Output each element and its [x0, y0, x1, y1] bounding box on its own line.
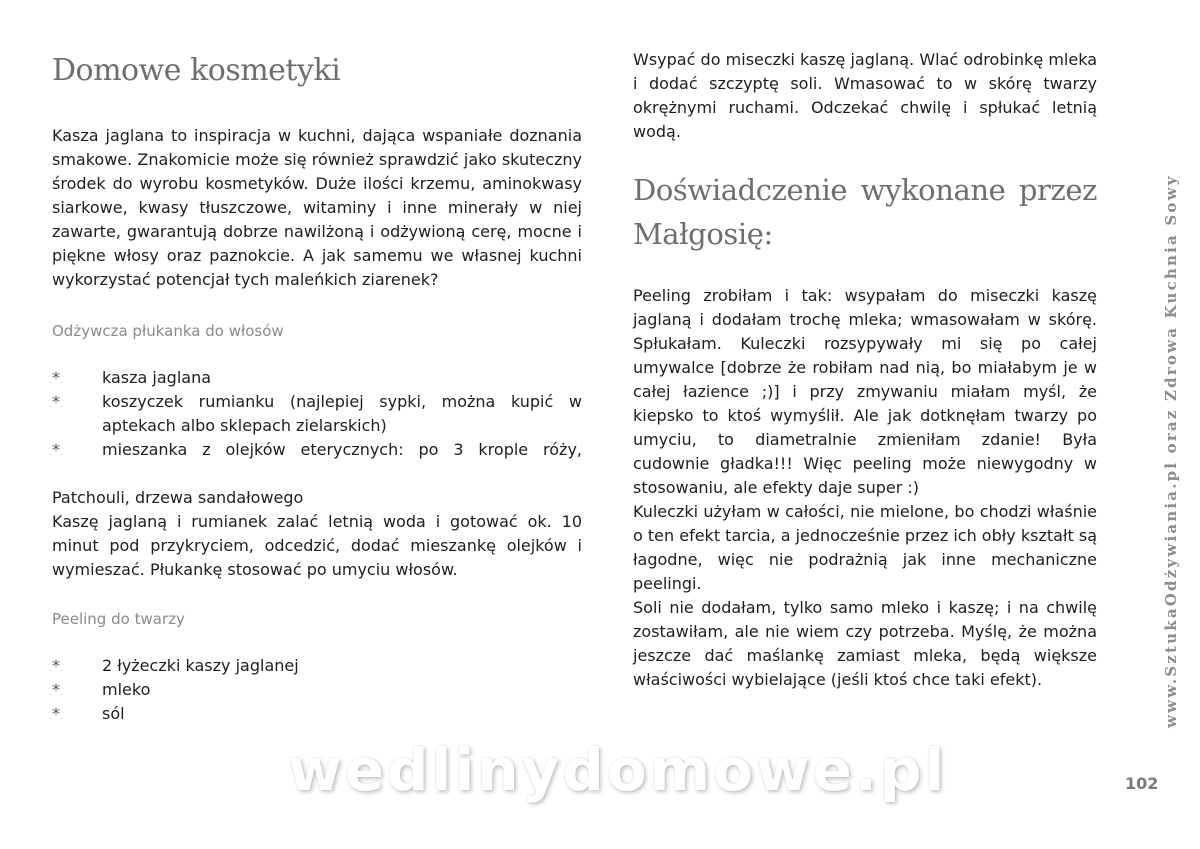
list-item-text: sól	[102, 704, 125, 723]
list-item	[52, 702, 582, 726]
list-item-text: 2 łyżeczki kaszy jaglanej	[102, 656, 299, 675]
list-item-text: mieszanka z olejków eterycznych: po 3 krople róży,	[102, 440, 582, 459]
face-peeling-heading: Peeling do twarzy	[52, 610, 185, 628]
page-number: 102	[1125, 774, 1159, 793]
hair-rinse-instructions: Kaszę jaglaną i rumianek zalać letnią woda i gotować ok. 10 minut pod przykryciem, odcedzić, dodać mieszankę olejków i wymieszać. Płukankę stosować po umyciu włosów.	[52, 512, 582, 579]
hair-rinse-ingredients	[52, 366, 582, 462]
experience-paragraph-2: Kuleczki użyłam w całości, nie mielone, bo chodzi właśnie o ten efekt tarcia, a jednocześnie przez ich obły kształt są łagodne, więc nie podrażnią jak inne mechaniczne peelingi.	[633, 502, 1097, 593]
list-item-text: koszyczek rumianku (najlepiej sypki, można kupić w aptekach albo sklepach zielarskich)	[102, 392, 582, 435]
list-item	[52, 678, 582, 702]
bullet-icon: *	[52, 368, 60, 387]
face-peeling-ingredients	[52, 654, 582, 726]
experience-paragraph-3: Soli nie dodałam, tylko samo mleko i kaszę; i na chwilę zostawiłam, ale nie wiem czy potrzeba. Myślę, że można jeszcze dać maślankę zamiast mleka, będą większe właściwości wybielające (jeśli ktoś chce taki efekt).	[633, 598, 1097, 689]
watermark: wedlinydomowe.pl	[288, 736, 948, 804]
experience-paragraph-1: Peeling zrobiłam i tak: wsypałam do miseczki kaszę jaglaną i dodałam trochę mleka; wmasowałam w skórę. Spłukałam. Kuleczki rozsypywały mi się po całej umywalce [dobrze że robiłam nad nią, bo miałabym je w całej łazience ;)] i przy zmywaniu miałam myśl, że kiepsko to ktoś wymyślił. Ale jak dotknęłam twarzy po umyciu, to diametralnie zmieniłam zdanie! Była cudownie gładka!!! Więc peeling może niewygodny w stosowaniu, ale efekty daje super :)	[633, 286, 1097, 497]
list-item-text: kasza jaglana	[102, 368, 212, 387]
hair-rinse-heading: Odżywcza płukanka do włosów	[52, 322, 284, 340]
list-item	[52, 654, 582, 678]
page-title: Domowe kosmetyki	[52, 53, 341, 88]
list-item-text: mleko	[102, 680, 151, 699]
right-column	[633, 48, 1097, 692]
experience-title: Doświadczenie wykonane przez Małgosię:	[633, 173, 1097, 251]
ingredients-continuation: Patchouli, drzewa sandałowego	[52, 488, 304, 507]
bullet-icon: *	[52, 704, 60, 723]
intro-paragraph: Kasza jaglana to inspiracja w kuchni, dająca wspaniałe doznania smakowe. Znakomicie może się również sprawdzić jako skuteczny środek do wyrobu kosmetyków. Duże ilości krzemu, aminokwasy siarkowe, kwasy tłuszczowe, witaminy i inne minerały w niej zawarte, gwarantują dobrze nawilżoną i odżywioną cerę, mocne i piękne włosy oraz paznokcie. A jak samemu we własnej kuchni wykorzystać potencjał tych maleńkich ziarenek?	[52, 126, 582, 289]
list-item	[52, 390, 582, 438]
bullet-icon: *	[52, 680, 60, 699]
list-item	[52, 438, 582, 462]
list-item	[52, 366, 582, 390]
bullet-icon: *	[52, 392, 60, 411]
peeling-instructions: Wsypać do miseczki kaszę jaglaną. Wlać odrobinkę mleka i dodać szczyptę soli. Wmasować to w skórę twarzy okrężnymi ruchami. Odczekać chwilę i spłukać letnią wodą.	[633, 50, 1097, 141]
bullet-icon: *	[52, 656, 60, 675]
left-column	[52, 48, 582, 726]
bullet-icon: *	[52, 440, 60, 459]
sidebar-website-text: www.SztukaOdżywiania.pl oraz Zdrowa Kuchnia Sowy	[1162, 174, 1180, 728]
